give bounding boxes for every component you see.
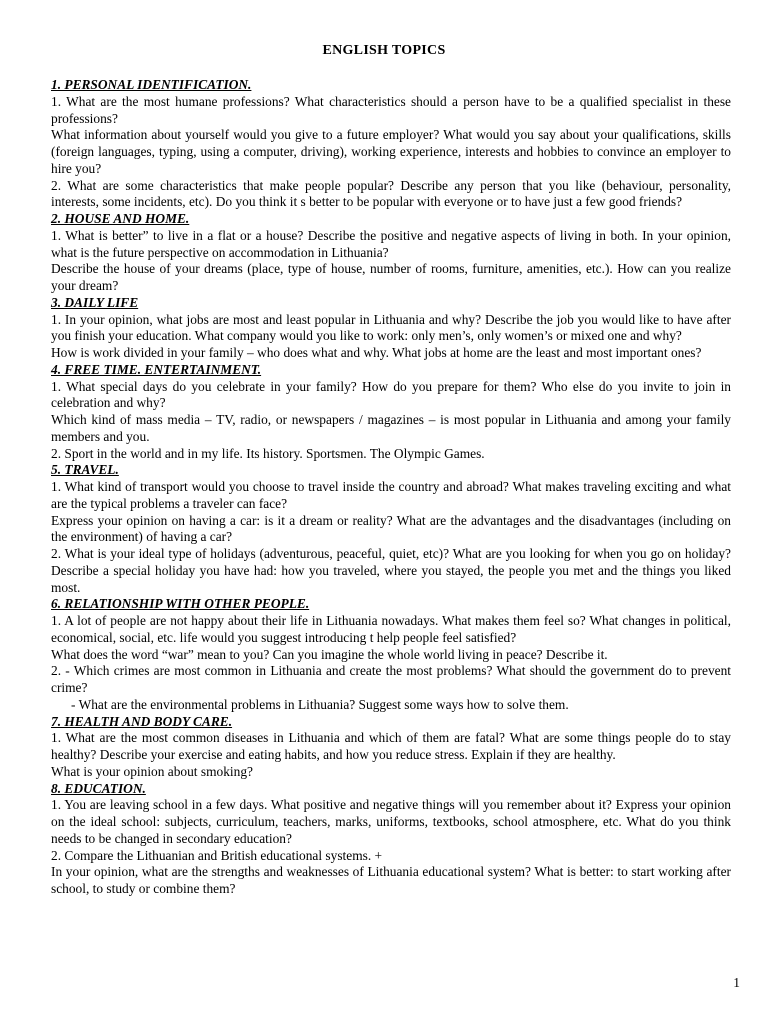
question-paragraph: 1. What special days do you celebrate in your family? How do you prepare for them? Who else do you invite to join in celebration and why? <box>51 378 731 411</box>
question-paragraph: 1. In your opinion, what jobs are most and least popular in Lithuania and why? Describe the job you would like to have after you finish your education. What company would you like to work: only men’s, only women’s or mixed one and why? <box>51 311 731 344</box>
question-paragraph: Describe the house of your dreams (place, type of house, number of rooms, furniture, amenities, etc.). How can you realize your dream? <box>51 261 731 293</box>
topic-section <box>51 77 731 211</box>
topic-section <box>51 596 731 713</box>
question-paragraph: Which kind of mass media – TV, radio, or newspapers / magazines – is most popular in Lithuania and among your family members and you. <box>51 412 731 444</box>
section-heading: 8. EDUCATION. <box>51 780 146 796</box>
question-paragraph: What information about yourself would you give to a future employer? What would you say about your qualifications, skills (foreign languages, typing, using a computer, driving), working experience, interests and hobbies to convince an employer to hire you? <box>51 127 731 176</box>
question-paragraph: - What are the environmental problems in Lithuania? Suggest some ways how to solve them. <box>71 696 569 712</box>
document-body <box>51 77 731 898</box>
question-paragraph: What is your opinion about smoking? <box>51 763 253 779</box>
topic-section <box>51 781 731 898</box>
topic-section <box>51 714 731 781</box>
document-title: ENGLISH TOPICS <box>322 43 446 58</box>
question-paragraph: 1. What are the most humane professions? What characteristics should a person have to be a qualified specialist in these professions? <box>51 93 731 126</box>
topic-section <box>51 362 731 463</box>
page-number: 1 <box>733 975 740 990</box>
section-heading: 7. HEALTH AND BODY CARE. <box>51 713 233 729</box>
question-paragraph: 2. What are some characteristics that make people popular? Describe any person that you like (behaviour, personality, interests, some incidents, etc). Do you think it s better to be popular with everyone or to have just a few good friends? <box>51 177 731 210</box>
question-paragraph: How is work divided in your family – who does what and why. What jobs at home are the least and most important ones? <box>51 345 702 360</box>
section-heading: 4. FREE TIME. ENTERTAINMENT. <box>51 361 262 377</box>
question-paragraph: 2. Compare the Lithuanian and British educational systems. + <box>51 847 383 863</box>
topic-section <box>51 211 731 295</box>
question-paragraph: 2. Sport in the world and in my life. Its history. Sportsmen. The Olympic Games. <box>51 445 485 461</box>
section-heading: 3. DAILY LIFE <box>51 294 139 310</box>
section-heading: 6. RELATIONSHIP WITH OTHER PEOPLE. <box>51 596 310 612</box>
question-paragraph: 2. - Which crimes are most common in Lithuania and create the most problems? What should the government do to prevent crime? <box>51 663 731 695</box>
section-heading: 1. PERSONAL IDENTIFICATION. <box>51 77 252 92</box>
section-heading: 5. TRAVEL. <box>51 462 119 478</box>
question-paragraph: 1. What is better” to live in a flat or a house? Describe the positive and negative aspects of living in both. In your opinion, what is the future perspective on accommodation in Lithuania? <box>51 227 731 260</box>
question-paragraph: Express your opinion on having a car: is it a dream or reality? What are the advantages and the disadvantages (including on the environment) of having a car? <box>51 512 731 545</box>
question-paragraph: What does the word “war” mean to you? Can you imagine the whole world living in peace? Describe it. <box>51 646 608 662</box>
question-paragraph: In your opinion, what are the strengths and weaknesses of Lithuania educational system? What is better: to start working after school, to study or combine them? <box>51 864 731 896</box>
question-paragraph: 1. What are the most common diseases in Lithuania and which of them are fatal? What are some things people do to stay healthy? Describe your exercise and eating habits, and how you reduce stress. Explain if they are healthy. <box>51 730 731 762</box>
topic-section <box>51 295 731 362</box>
question-paragraph: 1. What kind of transport would you choose to travel inside the country and abroad? What makes traveling exciting and what are the typical problems a traveler can face? <box>51 479 731 511</box>
question-paragraph: 1. You are leaving school in a few days. What positive and negative things will you remember about it? Express your opinion on the ideal school: subjects, curriculum, teachers, marks, uniforms, textbooks, school atmosphere, etc. What do you think needs to be changed in secondary education? <box>51 797 731 846</box>
question-paragraph: 2. What is your ideal type of holidays (adventurous, peaceful, quiet, etc)? What are you looking for when you go on holiday? Describe a special holiday you have had: how you traveled, where you stayed, the people you met and the things you liked most. <box>51 546 731 595</box>
topic-section <box>51 462 731 596</box>
question-paragraph: 1. A lot of people are not happy about their life in Lithuania nowadays. What makes them feel so? What changes in political, economical, social, etc. life would you suggest introducing t help people feel satisfied? <box>51 613 731 645</box>
section-heading: 2. HOUSE AND HOME. <box>51 211 190 226</box>
